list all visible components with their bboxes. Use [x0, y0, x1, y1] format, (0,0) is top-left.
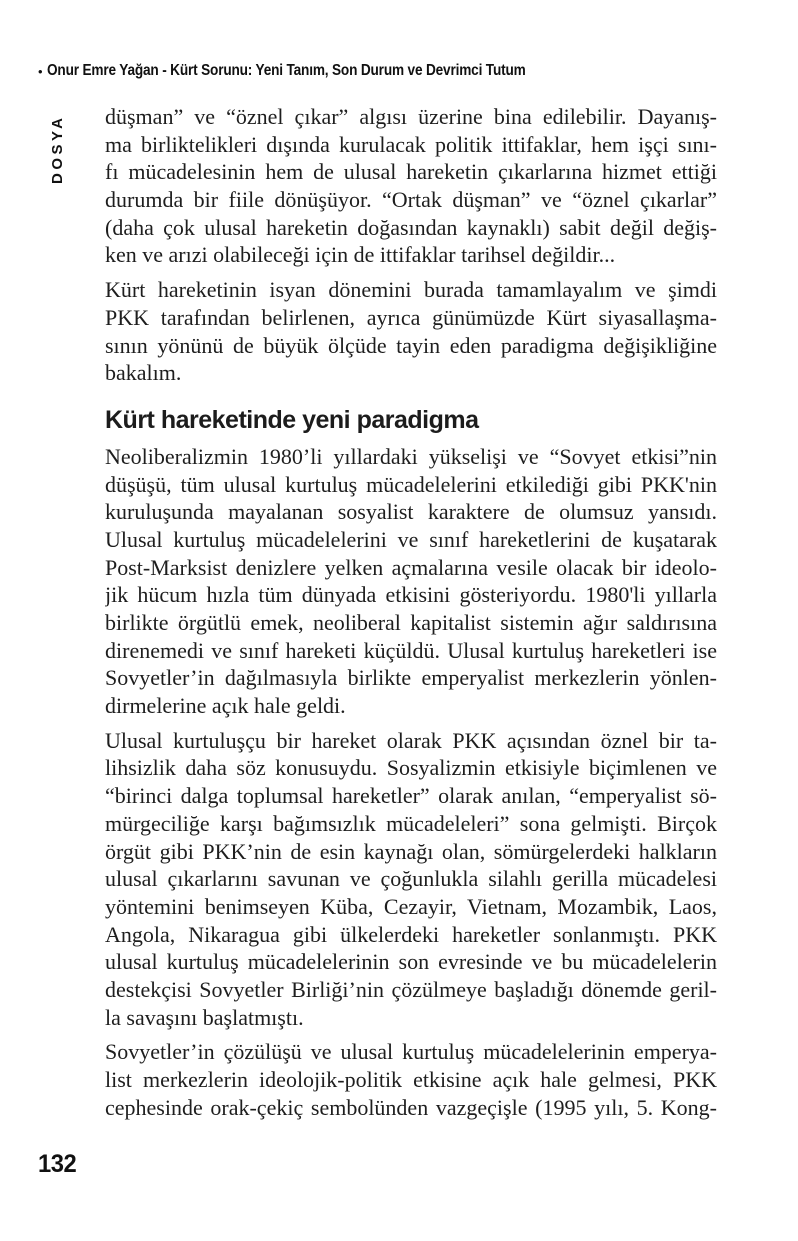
paragraph-line: sının yönünü de büyük ölçüde tayin eden paradigma değişikliğine [105, 332, 717, 358]
paragraph-line: Kürt hareketinin isyan dönemini burada tamamlayalım ve şimdi [105, 277, 717, 303]
header-author: Onur Emre Yağan [46, 62, 159, 79]
body-paragraph [105, 276, 717, 387]
paragraph-line: Neoliberalizmin 1980’li yıllardaki yükselişi ve “Sovyet etkisi”nin [105, 443, 717, 469]
header-text [47, 62, 526, 80]
article-body [105, 103, 717, 1128]
body-paragraph [105, 103, 717, 269]
header-article-title: Kürt Sorunu: Yeni Tanım, Son Durum ve Devrimci Tutum [169, 62, 526, 79]
body-paragraph [105, 1038, 717, 1121]
paragraph-line: Ulusal kurtuluş mücadelelerini ve sınıf hareketlerini de kuşatarak [105, 526, 717, 552]
paragraph-line: durumda bir fiile dönüşüyor. “Ortak düşman” ve “öznel çıkarlar” [105, 187, 717, 213]
paragraph-line: Ulusal kurtuluşçu bir hareket olarak PKK açısından öznel bir ta- [105, 727, 717, 753]
paragraph-line: ken ve arızi olabileceği için de ittifaklar tarihsel değildir... [105, 242, 616, 268]
paragraph-line: destekçisi Sovyetler Birliği’nin çözülmeye başladığı dönemde geril- [105, 976, 717, 1002]
paragraph-line: dirmelerine açık hale geldi. [105, 693, 346, 719]
paragraph-line: PKK tarafından belirlenen, ayrıca günümüzde Kürt siyasallaşma- [105, 304, 717, 330]
paragraph-line: direnemedi ve sınıf hareketi küçüldü. Ulusal kurtuluş hareketleri ise [105, 637, 717, 663]
paragraph-line: Angola, Nikaragua gibi ülkelerdeki hareketler sonlanmıştı. PKK [105, 921, 717, 947]
paragraph-line: birlikte örgütlü emek, neoliberal kapitalist sistemin ağır saldırısına [105, 610, 717, 635]
paragraph-line: ulusal çıkarlarını savunan ve çoğunlukla silahlı gerilla mücadelesi [105, 866, 717, 892]
paragraph-line: ulusal kurtuluş mücadelelerinin son evresinde ve bu mücadelelerin [105, 949, 717, 975]
paragraph-line: fı mücadelesinin hem de ulusal hareketin çıkarlarına hizmet ettiği [105, 159, 717, 185]
paragraph-line: Sovyetler’in dağılmasıyla birlikte emperyalist merkezlerin yönlen- [105, 665, 717, 691]
paragraph-line: örgüt gibi PKK’nin de esin kaynağı olan, sömürgelerdeki halkların [105, 838, 717, 864]
page-number: 132 [38, 1150, 77, 1178]
paragraph-line: bakalım. [105, 360, 182, 386]
paragraph-line: lihsizlik daha söz konusuydu. Sosyalizmin etkisiyle biçimlenen ve [105, 755, 717, 781]
paragraph-line: Post-Marksist denizlere yelken açmalarına vesile olacak bir ideolo- [105, 554, 717, 580]
paragraph-line: “birinci dalga toplumsal hareketler” olarak anılan, “emperyalist sö- [105, 783, 717, 809]
header-bullet-icon: • [38, 63, 43, 79]
paragraph-line: la savaşını başlatmıştı. [105, 1004, 304, 1030]
paragraph-line: (daha çok ulusal hareketin doğasından kaynaklı) sabit değil değiş- [105, 214, 717, 240]
paragraph-line: düşman” ve “öznel çıkar” algısı üzerine bina edilebilir. Dayanış- [105, 104, 717, 129]
paragraph-line: jik hücum hızla tüm dünyada etkisini gösteriyordu. 1980'li yıllarla [105, 582, 717, 608]
running-header [38, 62, 590, 80]
paragraph-line: mürgeciliğe karşı bağımsızlık mücadeleleri” sona gelmişti. Birçok [105, 810, 717, 836]
body-paragraph [105, 727, 717, 1032]
header-separator: - [158, 62, 170, 79]
paragraph-line: yöntemini benimseyen Küba, Cezayir, Vietnam, Mozambik, Laos, [105, 893, 717, 919]
body-paragraph [105, 443, 717, 720]
paragraph-line: cephesinde orak-çekiç sembolünden vazgeçişle (1995 yılı, 5. Kong- [105, 1094, 717, 1120]
paragraph-line: list merkezlerin ideolojik-politik etkisine açık hale gelmesi, PKK [105, 1067, 717, 1092]
paragraph-line: düşüşü, tüm ulusal kurtuluş mücadelelerini etkilediği gibi PKK'nin [105, 471, 717, 497]
paragraph-line: kuruluşunda mayalanan sosyalist karaktere de olumsuz yansıdı. [105, 499, 717, 525]
paragraph-line: Sovyetler’in çözülüşü ve ulusal kurtuluş mücadelelerinin emperya- [105, 1039, 717, 1065]
paragraph-line: ma birliktelikleri dışında kurulacak politik ittifaklar, hem işçi sını- [105, 131, 717, 157]
margin-label-dosya: DOSYA [49, 114, 66, 184]
section-heading: Kürt hareketinde yeni paradigma [105, 405, 479, 434]
